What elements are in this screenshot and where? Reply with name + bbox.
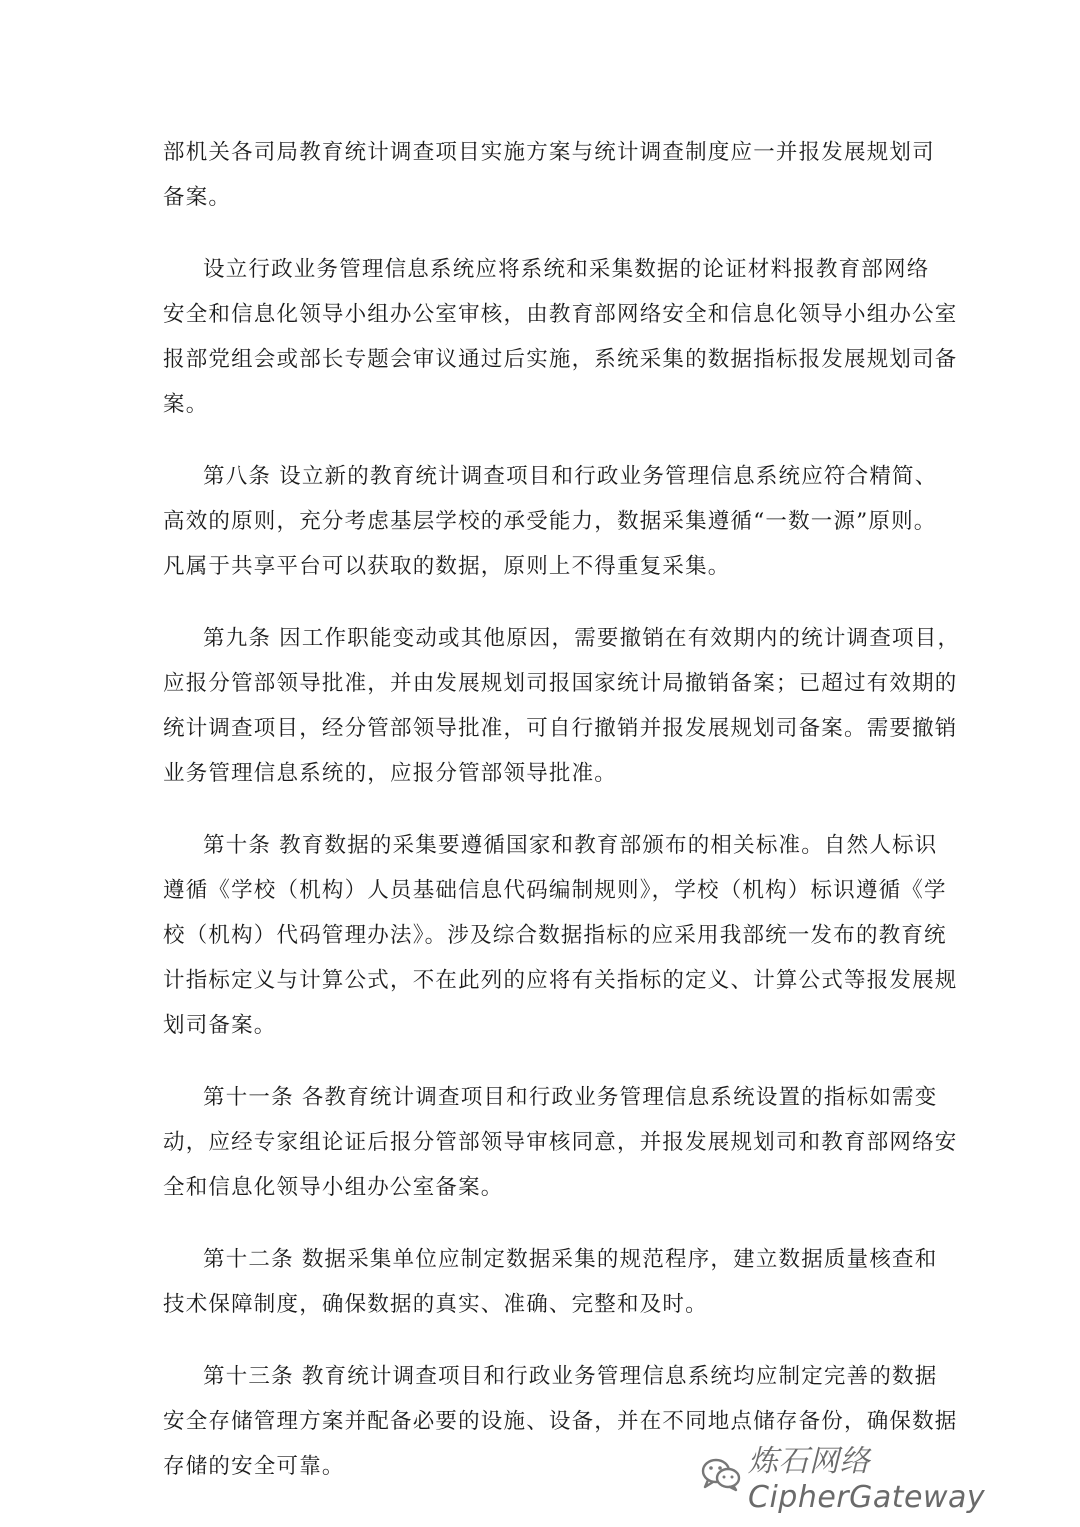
- text-line: 第十一条 各教育统计调查项目和行政业务管理信息系统设置的指标如需变: [203, 1085, 938, 1110]
- paragraph-article-8: [163, 454, 938, 589]
- text-line: 业务管理信息系统的，应报分管部领导批准。: [163, 761, 618, 786]
- paragraph-article-12: [163, 1237, 938, 1327]
- text-line: 第十条 教育数据的采集要遵循国家和教育部颁布的相关标准。自然人标识: [203, 833, 938, 858]
- text-line: 存储的安全可靠。: [163, 1454, 345, 1479]
- paragraph-continuation: [163, 130, 935, 220]
- text-line: 计指标定义与计算公式，不在此列的应将有关指标的定义、计算公式等报发展规: [163, 968, 958, 993]
- text-line: 统计调查项目，经分管部领导批准，可自行撤销并报发展规划司备案。需要撤销: [163, 716, 958, 741]
- text-line: 凡属于共享平台可以获取的数据，原则上不得重复采集。: [163, 554, 731, 579]
- text-line: 报部党组会或部长专题会审议通过后实施，系统采集的数据指标报发展规划司备: [163, 347, 958, 372]
- watermark: [700, 1443, 1080, 1515]
- text-line: 应报分管部领导批准，并由发展规划司报国家统计局撤销备案；已超过有效期的: [163, 671, 958, 696]
- text-line: 技术保障制度，确保数据的真实、准确、完整和及时。: [163, 1292, 708, 1317]
- text-line: 校（机构）代码管理办法》。涉及综合数据指标的应采用我部统一发布的教育统: [163, 923, 947, 948]
- text-line: 第十三条 教育统计调查项目和行政业务管理信息系统均应制定完善的数据: [203, 1364, 938, 1389]
- text-line: 第十二条 数据采集单位应制定数据采集的规范程序，建立数据质量核查和: [203, 1247, 938, 1272]
- text-line: 第八条 设立新的教育统计调查项目和行政业务管理信息系统应符合精简、: [203, 464, 938, 489]
- text-line: 设立行政业务管理信息系统应将系统和采集数据的论证材料报教育部网络: [203, 257, 930, 282]
- text-line: 备案。: [163, 185, 232, 210]
- paragraph-article-11: [163, 1075, 958, 1210]
- text-line: 部机关各司局教育统计调查项目实施方案与统计调查制度应一并报发展规划司: [163, 140, 935, 165]
- text-line: 第九条 因工作职能变动或其他原因，需要撤销在有效期内的统计调查项目，: [203, 626, 961, 651]
- text-line: 高效的原则，充分考虑基层学校的承受能力，数据采集遵循“一数一源”原则。: [163, 509, 937, 534]
- text-line: 动，应经专家组论证后报分管部领导审核同意，并报发展规划司和教育部网络安: [163, 1130, 958, 1155]
- text-line: 安全和信息化领导小组办公室审核，由教育部网络安全和信息化领导小组办公室: [163, 302, 958, 327]
- paragraph-article-10: [163, 823, 958, 1048]
- paragraph-system-approval: [163, 247, 958, 427]
- wechat-icon: [700, 1456, 742, 1494]
- text-line: 安全存储管理方案并配备必要的设施、设备，并在不同地点储存备份，确保数据: [163, 1409, 958, 1434]
- text-line: 遵循《学校（机构）人员基础信息代码编制规则》，学校（机构）标识遵循《学: [163, 878, 947, 903]
- document-page: [163, 130, 961, 1516]
- text-line: 划司备案。: [163, 1013, 277, 1038]
- text-line: 案。: [163, 392, 209, 417]
- text-line: 全和信息化领导小组办公室备案。: [163, 1175, 504, 1200]
- watermark-text: 炼石网络CipherGateway: [748, 1443, 986, 1515]
- paragraph-article-9: [163, 616, 961, 796]
